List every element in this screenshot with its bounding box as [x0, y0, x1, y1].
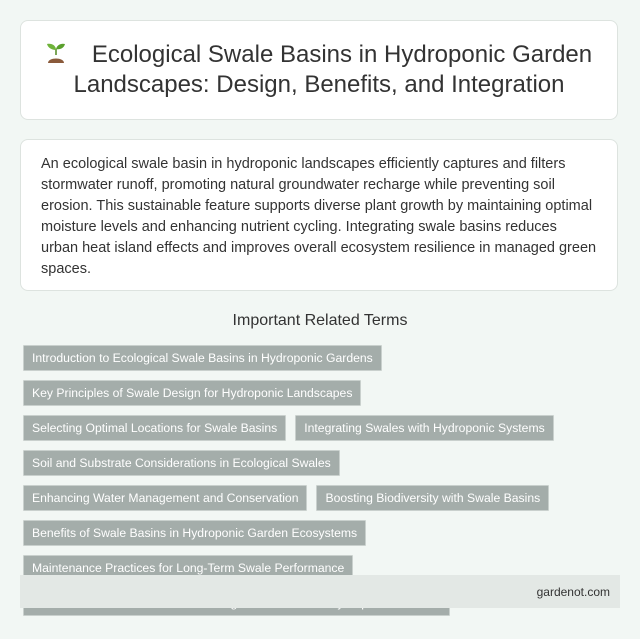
site-link[interactable]: gardenot.com [536, 584, 610, 599]
related-term-tag[interactable]: Enhancing Water Management and Conservation [23, 485, 307, 511]
related-term-tag[interactable]: Selecting Optimal Locations for Swale Basins [23, 415, 286, 441]
page-title [41, 40, 597, 100]
related-term-tag[interactable]: Boosting Biodiversity with Swale Basins [316, 485, 549, 511]
related-term-tag[interactable]: Maintenance Practices for Long-Term Swale Performance [23, 555, 353, 581]
title-card [20, 20, 618, 120]
page-title-text: Ecological Swale Basins in Hydroponic Garden Landscapes: Design, Benefits, and Integration [73, 41, 593, 98]
related-term-tag[interactable]: Introduction to Ecological Swale Basins in Hydroponic Gardens [23, 345, 382, 371]
footer [20, 575, 620, 608]
related-term-tag[interactable]: Soil and Substrate Considerations in Ecological Swales [23, 450, 340, 476]
description-text: An ecological swale basin in hydroponic landscapes efficiently captures and filters stormwater runoff, promoting natural groundwater recharge while preventing soil erosion. This sustainable feature supports diverse plant growth by maintaining optimal moisture levels and enhancing nutrient cycling. Integrating swale basins reduces urban heat island effects and improves overall ecosystem resilience in managed green spaces. [41, 156, 597, 277]
related-term-tag[interactable]: Benefits of Swale Basins in Hydroponic Garden Ecosystems [23, 520, 366, 546]
related-terms-heading: Important Related Terms [232, 312, 408, 329]
related-term-tag[interactable]: Integrating Swales with Hydroponic Systems [295, 415, 553, 441]
description-card [20, 139, 618, 291]
related-term-tag[interactable]: Key Principles of Swale Design for Hydroponic Landscapes [23, 380, 361, 406]
seedling-icon [46, 42, 66, 64]
